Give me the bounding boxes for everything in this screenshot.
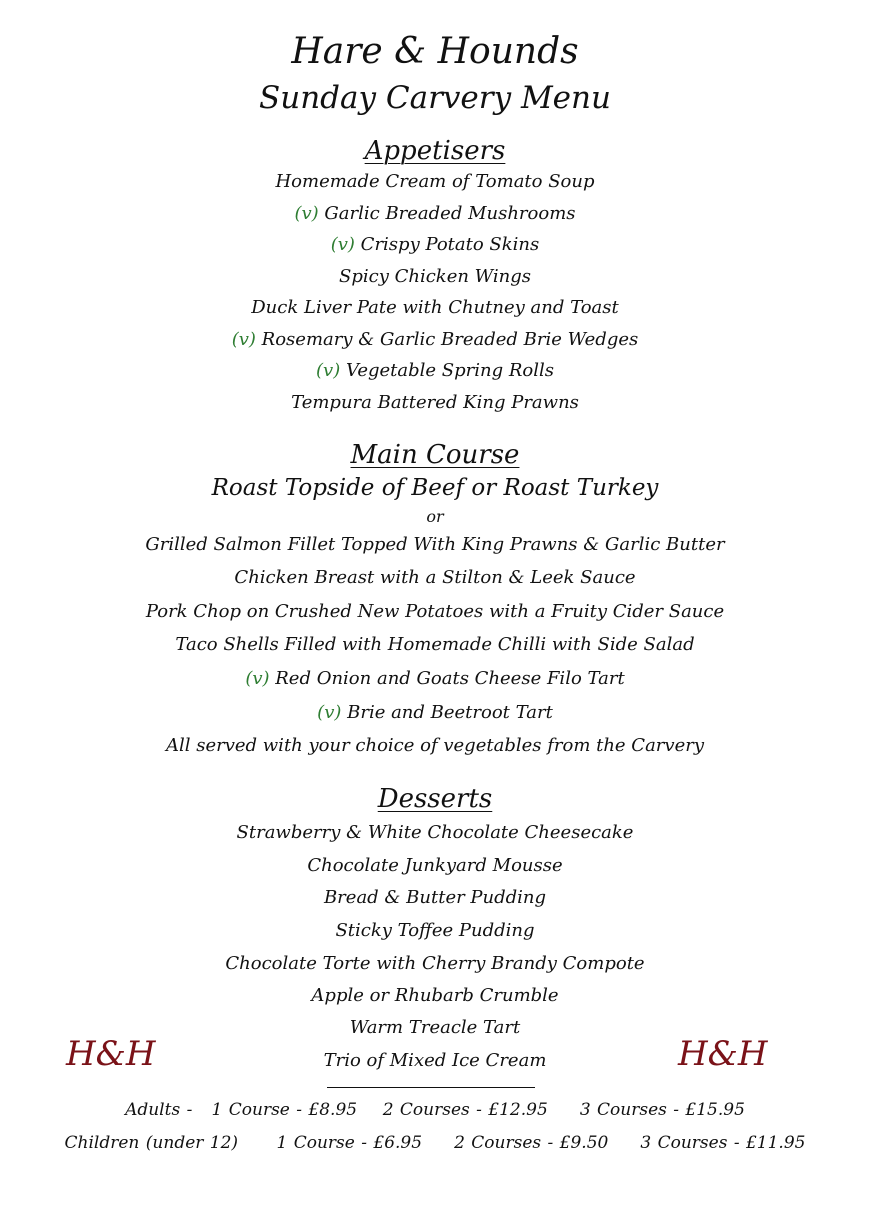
list-item xyxy=(0,326,870,354)
item-name: Homemade Cream of Tomato Soup xyxy=(275,171,595,192)
list-item xyxy=(0,231,870,259)
list-item xyxy=(0,531,870,559)
item-name: Pork Chop on Crushed New Potatoes with a Fruity Cider Sauce xyxy=(145,601,725,622)
list-item xyxy=(0,294,870,322)
adults-one-course: 1 Course - £8.95 xyxy=(211,1100,358,1120)
main-course-feature: Roast Topside of Beef or Roast Turkey xyxy=(211,475,659,501)
adults-two-courses: 2 Courses - £12.95 xyxy=(382,1100,548,1120)
hh-logo-right: H&H xyxy=(678,1034,768,1074)
list-item: Bread & Butter Pudding xyxy=(323,887,547,908)
list-item xyxy=(0,168,870,196)
list-item xyxy=(0,357,870,385)
item-name: Tempura Battered King Prawns xyxy=(291,392,579,413)
item-name: Garlic Breaded Mushrooms xyxy=(324,203,576,224)
main-course-heading: Main Course xyxy=(350,440,520,470)
item-name: Taco Shells Filled with Homemade Chilli with Side Salad xyxy=(175,634,695,655)
list-item xyxy=(0,631,870,659)
divider xyxy=(327,1087,535,1088)
list-item xyxy=(0,263,870,291)
adults-label: Adults - xyxy=(125,1100,193,1120)
item-name: Brie and Beetroot Tart xyxy=(347,702,553,723)
list-item: Apple or Rhubarb Crumble xyxy=(311,985,559,1006)
list-item xyxy=(0,389,870,417)
list-item: Sticky Toffee Pudding xyxy=(335,920,535,941)
or-separator: or xyxy=(426,507,444,526)
menu-subtitle: Sunday Carvery Menu xyxy=(259,80,611,116)
item-name: Grilled Salmon Fillet Topped With King Prawns & Garlic Butter xyxy=(145,534,725,555)
item-name: Rosemary & Garlic Breaded Brie Wedges xyxy=(261,329,639,350)
list-item xyxy=(0,699,870,727)
item-name: Crispy Potato Skins xyxy=(360,234,540,255)
children-one-course: 1 Course - £6.95 xyxy=(276,1133,423,1153)
desserts-heading: Desserts xyxy=(377,784,493,814)
list-item xyxy=(0,665,870,693)
children-label: Children (under 12) xyxy=(64,1133,239,1153)
hh-logo-left: H&H xyxy=(66,1034,156,1074)
item-name: Spicy Chicken Wings xyxy=(339,266,531,287)
list-item xyxy=(0,200,870,228)
item-name: Duck Liver Pate with Chutney and Toast xyxy=(251,297,619,318)
vegetables-note: All served with your choice of vegetables from the Carvery xyxy=(165,735,705,756)
list-item: Trio of Mixed Ice Cream xyxy=(323,1050,547,1071)
veg-marker: (v) xyxy=(330,234,361,255)
list-item: Chocolate Torte with Cherry Brandy Compote xyxy=(225,953,645,974)
pricing-children xyxy=(0,1130,870,1156)
adults-three-courses: 3 Courses - £15.95 xyxy=(579,1100,745,1120)
list-item xyxy=(0,564,870,592)
veg-marker: (v) xyxy=(231,329,262,350)
veg-marker: (v) xyxy=(245,668,276,689)
children-three-courses: 3 Courses - £11.95 xyxy=(640,1133,806,1153)
list-item xyxy=(0,598,870,626)
veg-marker: (v) xyxy=(317,702,348,723)
children-two-courses: 2 Courses - £9.50 xyxy=(454,1133,609,1153)
veg-marker: (v) xyxy=(316,360,346,381)
veg-marker: (v) xyxy=(294,203,325,224)
item-name: Chicken Breast with a Stilton & Leek Sauce xyxy=(234,567,636,588)
list-item: Strawberry & White Chocolate Cheesecake xyxy=(236,822,634,843)
restaurant-title: Hare & Hounds xyxy=(291,31,579,72)
item-name: Red Onion and Goats Cheese Filo Tart xyxy=(275,668,625,689)
item-name: Vegetable Spring Rolls xyxy=(345,360,554,381)
list-item: Chocolate Junkyard Mousse xyxy=(307,855,563,876)
pricing-adults xyxy=(0,1097,870,1123)
list-item: Warm Treacle Tart xyxy=(349,1017,521,1038)
appetisers-heading: Appetisers xyxy=(364,136,506,166)
